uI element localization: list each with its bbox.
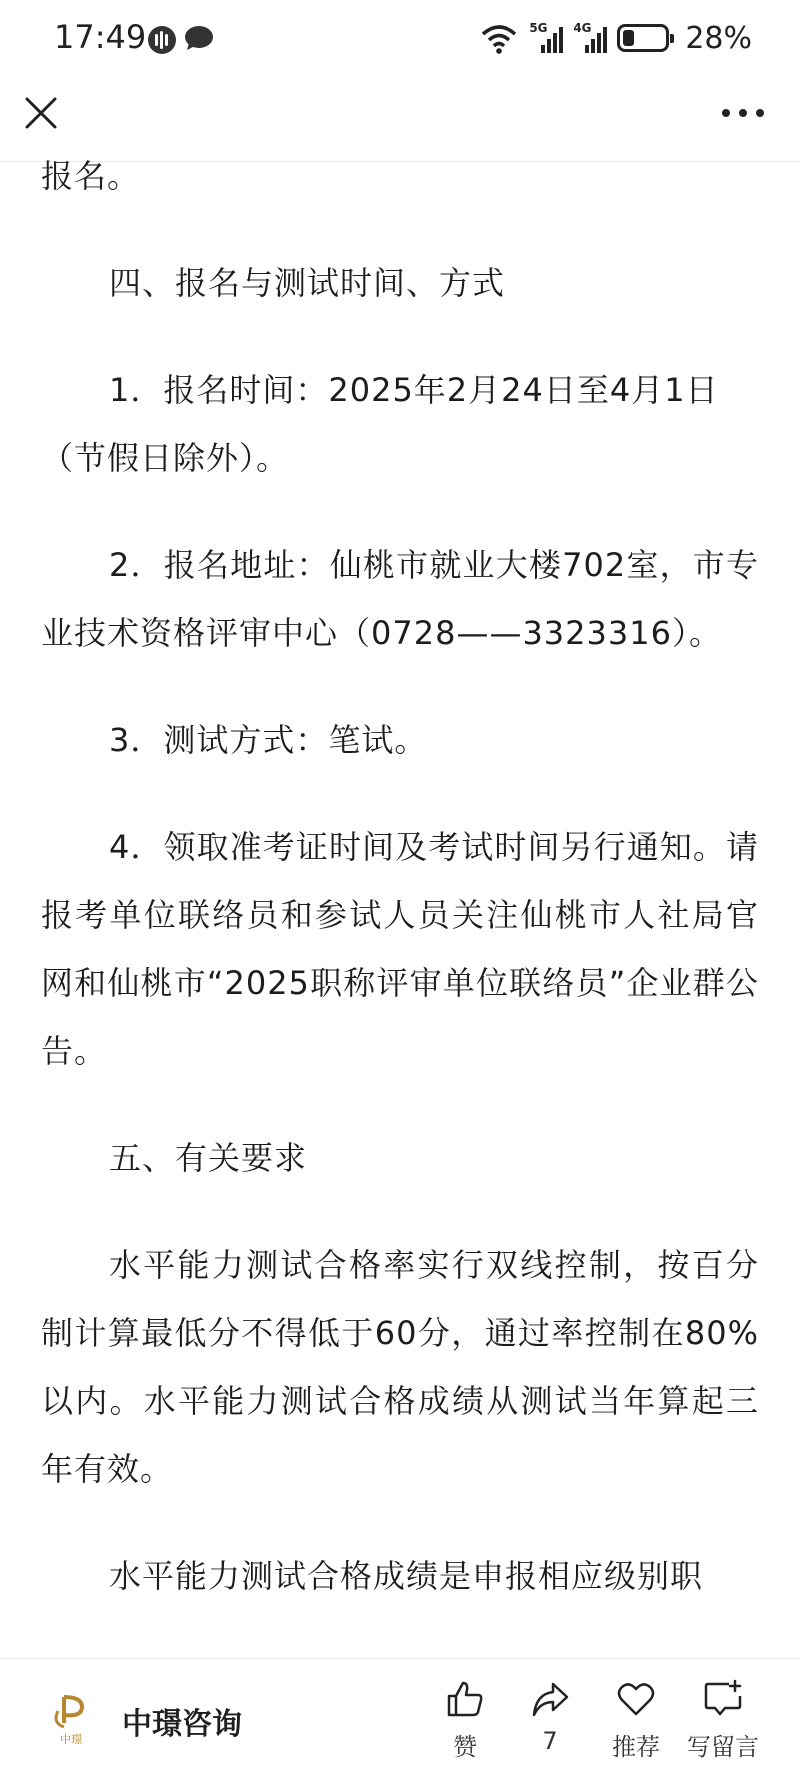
paragraph: 报名。 bbox=[41, 157, 141, 195]
comment-button[interactable] bbox=[678, 1679, 768, 1762]
comment-add-icon bbox=[703, 1679, 743, 1719]
section-heading: 四、报名与测试时间、方式 bbox=[109, 264, 506, 302]
thumbs-up-icon bbox=[445, 1679, 485, 1719]
paragraph: 4．领取准考证时间及考试时间另行通知。请报考单位联络员和参试人员关注仙桃市人社局官网和仙桃市“2025职称评审单位联络员”企业群公告。 bbox=[41, 828, 759, 1070]
signal-5g-icon bbox=[529, 23, 563, 53]
heart-icon bbox=[616, 1679, 656, 1719]
share-icon bbox=[530, 1679, 570, 1719]
section-heading: 五、有关要求 bbox=[109, 1139, 308, 1177]
share-count: 7 bbox=[542, 1727, 558, 1755]
like-label: 赞 bbox=[453, 1733, 477, 1761]
battery-icon bbox=[617, 24, 669, 52]
close-icon[interactable] bbox=[24, 96, 58, 130]
chat-bubble-icon bbox=[184, 25, 214, 51]
network-5g-label: 5G bbox=[529, 21, 548, 35]
account-logo-icon[interactable] bbox=[48, 1693, 94, 1747]
status-time: 17:49 bbox=[54, 18, 147, 56]
paragraph: 水平能力测试合格成绩是申报相应级别职 bbox=[109, 1557, 704, 1595]
paragraph: 3．测试方式：笔试。 bbox=[109, 721, 428, 759]
comment-label: 写留言 bbox=[687, 1733, 759, 1761]
paragraph: 1．报名时间：2025年2月24日至4月1日（节假日除外）。 bbox=[41, 371, 719, 477]
more-icon[interactable] bbox=[722, 106, 764, 120]
share-button[interactable] bbox=[505, 1679, 595, 1755]
account-name[interactable]: 中璟咨询 bbox=[122, 1707, 242, 1742]
recommend-button[interactable] bbox=[591, 1679, 681, 1762]
audio-wave-icon bbox=[148, 26, 176, 54]
account-logo-text: 中璟 bbox=[60, 1733, 82, 1746]
paragraph: 水平能力测试合格率实行双线控制，按百分制计算最低分不得低于60分，通过率控制在80%以内。水平能力测试合格成绩从测试当年算起三年有效。 bbox=[41, 1246, 759, 1488]
status-bar bbox=[0, 0, 800, 76]
recommend-label: 推荐 bbox=[612, 1733, 660, 1761]
wifi-icon bbox=[479, 22, 519, 54]
network-4g-label: 4G bbox=[573, 21, 592, 35]
like-button[interactable] bbox=[420, 1679, 510, 1762]
paragraph: 2．报名地址：仙桃市就业大楼702室，市专业技术资格评审中心（0728——3323316）。 bbox=[41, 546, 759, 652]
article-body bbox=[41, 150, 759, 1658]
bottom-bar bbox=[0, 1658, 800, 1778]
battery-percent: 28% bbox=[685, 20, 752, 56]
signal-4g-icon bbox=[573, 23, 607, 53]
